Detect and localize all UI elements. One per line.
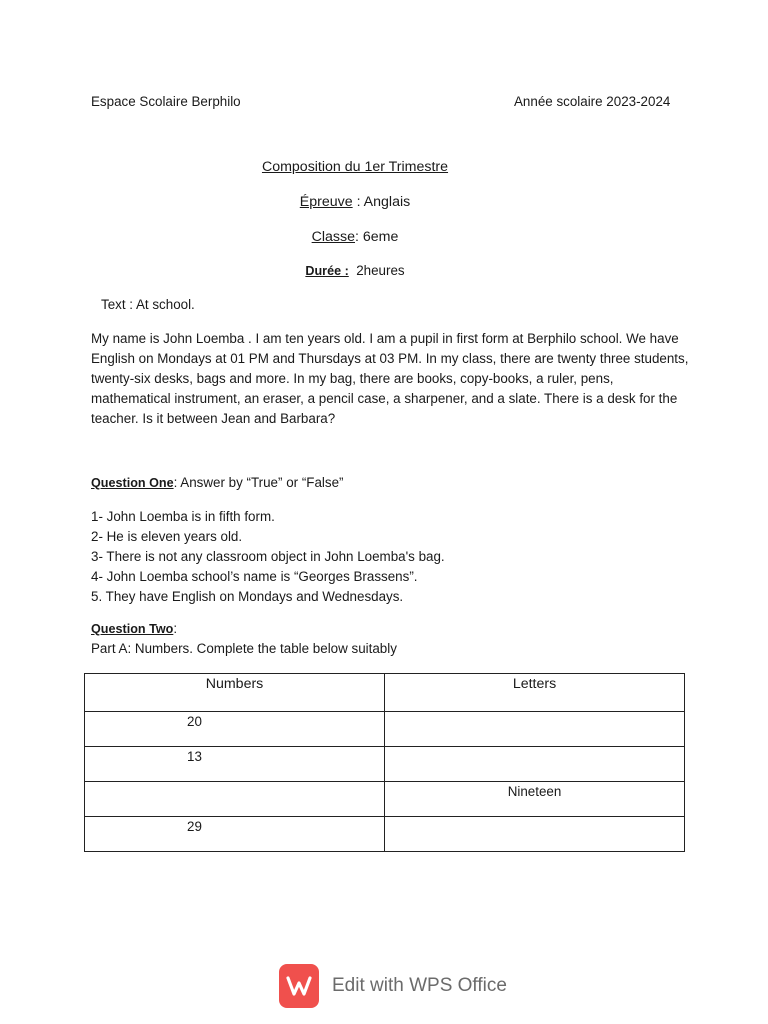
table-row [85,747,685,782]
list-item: 3- There is not any classroom object in John Loemba's bag. [91,549,445,564]
class-label: Classe [311,229,355,245]
part-a-instruction: Part A: Numbers. Complete the table below suitably [91,641,397,656]
subject-line [0,194,710,210]
school-name: Espace Scolaire Berphilo [91,94,241,109]
duration-line [0,263,710,278]
cell-letters: Nineteen [385,782,685,817]
cell-letters [385,747,685,782]
table-row [85,817,685,852]
wps-edit-label[interactable]: Edit with WPS Office [332,975,507,996]
exam-title-text: Composition du 1er Trimestre [261,159,449,175]
cell-letters [385,712,685,747]
subject-value: : Anglais [352,194,411,210]
subject-label: Épreuve [299,194,353,210]
header-letters: Letters [385,674,685,712]
question-one-text: : Answer by “True” or “False” [173,475,344,490]
header-numbers: Numbers [85,674,385,712]
question-two-text: : [173,621,178,636]
cell-letters [385,817,685,852]
statement-list [91,507,445,607]
reading-passage: My name is John Loemba . I am ten years old. I am a pupil in first form at Berphilo school. We have English on Mondays at 01 PM and Thursdays at 03 PM. In my class, there are twenty three students, twenty-six desks, bags and more. In my bag, there are books, copy-books, a ruler, pens, mathematical instrument, an eraser, a pencil case, a sharpener, and a slate. There is a desk for the teacher. Is it between Jean and Barbara? [91,331,689,426]
question-two-label: Question Two [91,622,174,636]
cell-number: 13 [85,747,385,782]
duration-label: Durée : [305,264,349,278]
wps-edit-banner[interactable] [279,964,507,1008]
question-one-label: Question One [91,476,174,490]
cell-number: 20 [85,712,385,747]
text-heading: Text : At school. [101,297,195,312]
duration-value: 2heures [348,263,405,278]
exam-title [0,159,710,175]
question-one [91,475,343,490]
class-value: : 6eme [355,229,399,245]
cell-number: 29 [85,817,385,852]
list-item: 2- He is eleven years old. [91,529,243,544]
wps-logo-icon [279,964,319,1008]
table-row [85,712,685,747]
class-line [0,229,710,245]
table-header-row [85,674,685,712]
question-two [91,621,177,636]
list-item: 5. They have English on Mondays and Wednesdays. [91,589,404,604]
cell-number [85,782,385,817]
list-item: 4- John Loemba school’s name is “Georges Brassens”. [91,569,418,584]
numbers-table [84,673,685,852]
list-item: 1- John Loemba is in fifth form. [91,509,275,524]
school-year: Année scolaire 2023-2024 [514,94,671,109]
table-row [85,782,685,817]
